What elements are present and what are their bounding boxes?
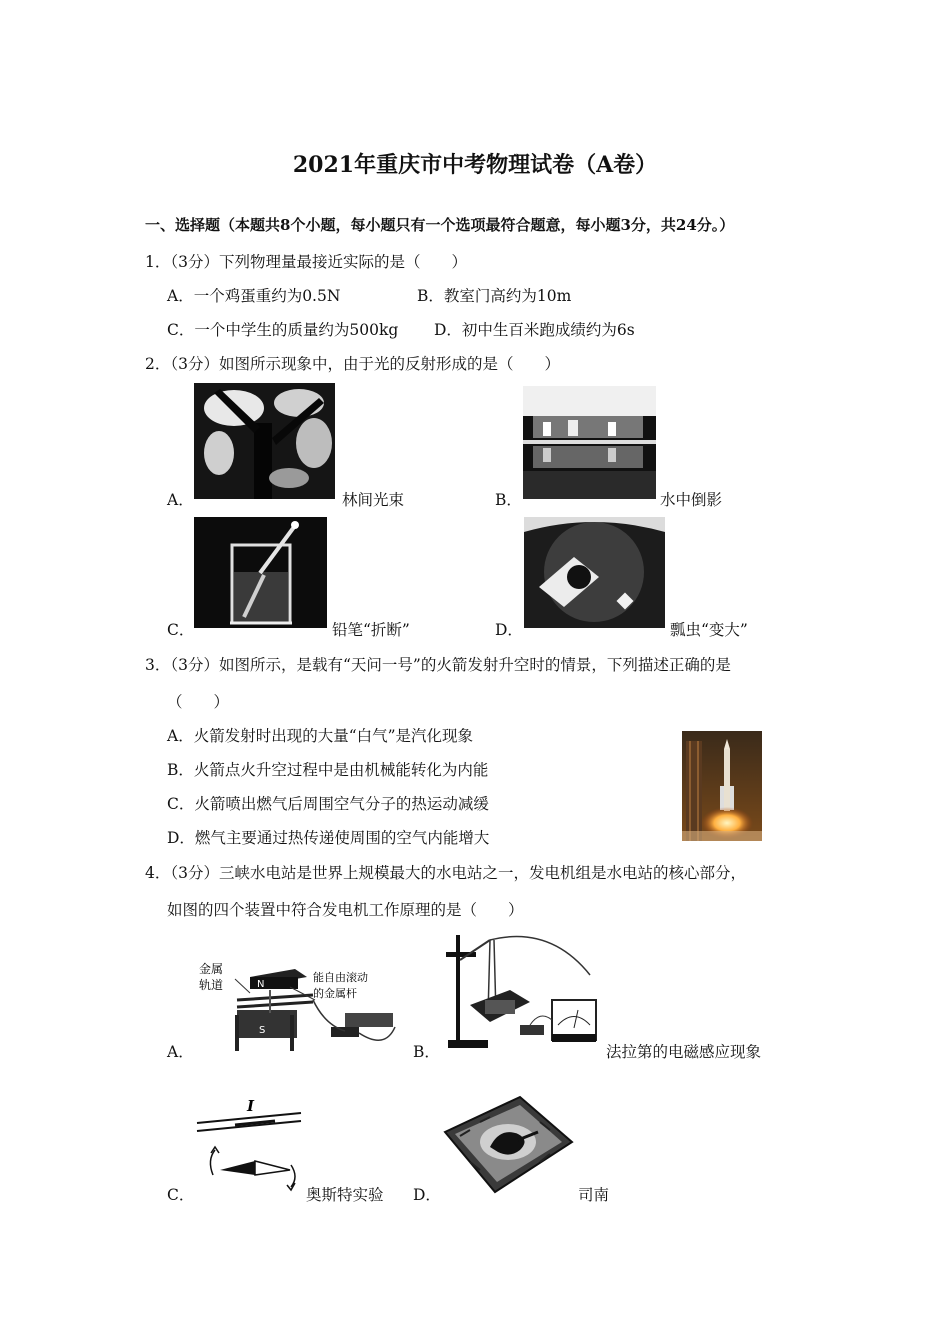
q2-option-c-letter: C． xyxy=(167,621,195,639)
question-3-stem-line2: （ ） xyxy=(167,693,230,711)
q4-option-c-letter: C． xyxy=(167,1186,195,1204)
q3-option-a: A．火箭发射时出现的大量“白气”是汽化现象 xyxy=(167,727,474,745)
section-heading: 一、选择题（本题共8个小题，每小题只有一个选项最符合题意，每小题3分，共24分。） xyxy=(145,216,735,234)
q4-option-d-letter: D． xyxy=(413,1186,441,1204)
fig-a-label-metal: 金属 xyxy=(199,962,224,976)
question-4-stem-line2: 如图的四个装置中符合发电机工作原理的是（ ） xyxy=(167,901,524,919)
q3-option-c: C．火箭喷出燃气后周围空气分子的热运动减缓 xyxy=(167,795,489,813)
q4-option-c-caption: 奥斯特实验 xyxy=(306,1186,384,1204)
fig-a-label-rolling: 能自由滚动 xyxy=(313,971,368,984)
q2-option-d-caption: 瓢虫“变大” xyxy=(670,621,748,639)
q1-option-a: A．一个鸡蛋重约为0.5N xyxy=(167,287,341,305)
q1-option-d: D．初中生百米跑成绩约为6s xyxy=(434,321,635,339)
forest-light-beam-photo xyxy=(194,383,335,499)
ladybug-magnifier-photo xyxy=(524,517,665,628)
q3-option-d: D．燃气主要通过热传递使周围的空气内能增大 xyxy=(167,829,490,847)
q2-option-a-letter: A． xyxy=(167,491,194,509)
question-3-stem-line1: 3．（3分）如图所示，是载有“天问一号”的火箭发射升空时的情景，下列描述正确的是 xyxy=(145,656,731,674)
q2-option-c-caption: 铅笔“折断” xyxy=(332,621,410,639)
fig-a-label-s: S xyxy=(259,1025,266,1036)
q2-option-b-letter: B． xyxy=(495,491,522,509)
question-2-stem: 2．（3分）如图所示现象中，由于光的反射形成的是（ ） xyxy=(145,355,560,373)
current-label-i: I xyxy=(247,1097,255,1115)
oersted-experiment-diagram xyxy=(195,1095,305,1195)
q4-option-b-letter: B． xyxy=(413,1043,440,1061)
question-1-stem: 1．（3分）下列物理量最接近实际的是（ ） xyxy=(145,253,467,271)
q3-option-b: B．火箭点火升空过程中是由机械能转化为内能 xyxy=(167,761,489,779)
q2-option-a-caption: 林间光束 xyxy=(342,491,405,509)
metal-rod-rail-apparatus-diagram xyxy=(195,955,405,1055)
sinan-compass-photo xyxy=(440,1092,575,1197)
q4-option-b-caption: 法拉第的电磁感应现象 xyxy=(606,1043,762,1061)
fig-a-label-rod: 的金属杆 xyxy=(313,987,357,1000)
q4-option-a-letter: A． xyxy=(167,1043,194,1061)
page-title: 2021年重庆市中考物理试卷（A卷） xyxy=(292,152,658,178)
q1-option-b: B．教室门高约为10m xyxy=(417,287,572,305)
fig-a-label-n: N xyxy=(257,979,265,990)
water-reflection-photo xyxy=(523,386,656,499)
q4-option-d-caption: 司南 xyxy=(578,1186,610,1204)
faraday-induction-apparatus-diagram xyxy=(440,930,602,1055)
q2-option-b-caption: 水中倒影 xyxy=(660,491,723,509)
fig-a-label-rail: 轨道 xyxy=(199,978,224,992)
q1-option-c: C．一个中学生的质量约为500kg xyxy=(167,321,399,339)
pencil-in-water-glass-photo xyxy=(194,517,327,628)
question-4-stem-line1: 4．（3分）三峡水电站是世界上规模最大的水电站之一，发电机组是水电站的核心部分， xyxy=(145,864,746,882)
q2-option-d-letter: D． xyxy=(495,621,523,639)
rocket-launch-photo xyxy=(682,731,762,841)
